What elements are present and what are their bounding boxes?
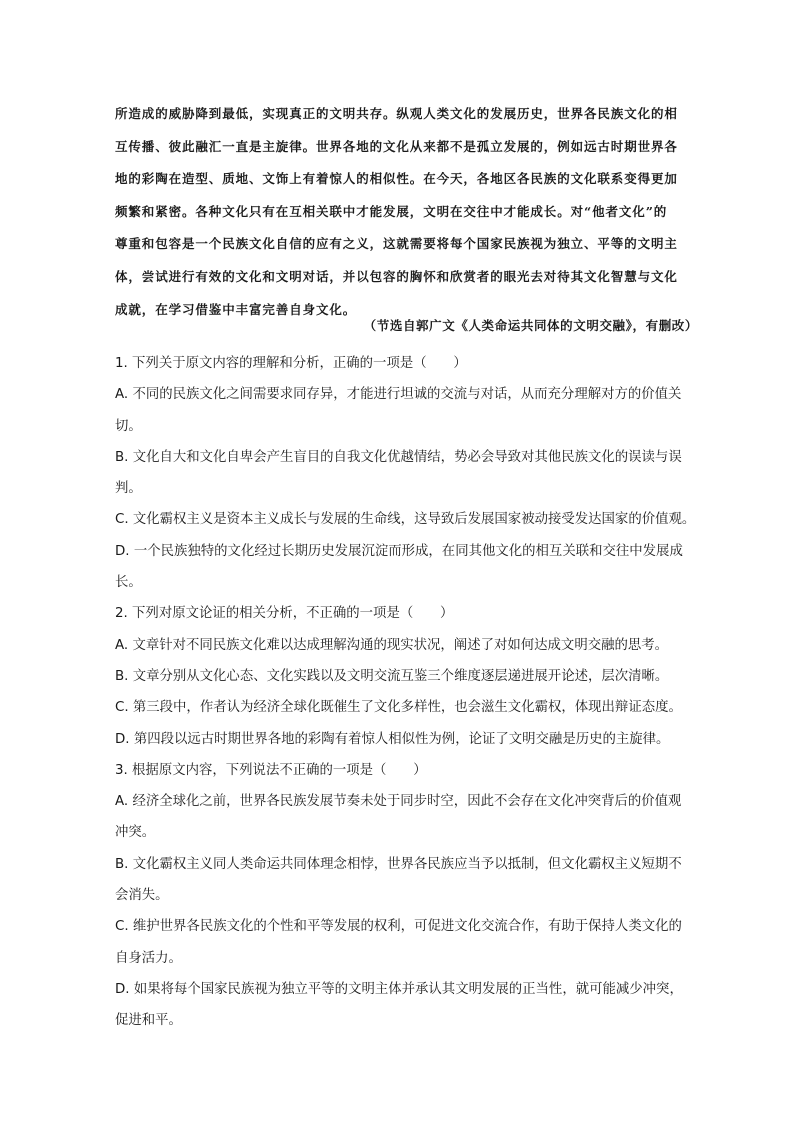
option-line: A. 不同的民族文化之间需要求同存异，才能进行坦诚的交流与对话，从而充分理解对方的价值关: [115, 387, 682, 403]
option-line: C. 文化霸权主义是资本主义成长与发展的生命线，这导致后发展国家被动接受发达国家的价值观。: [115, 512, 696, 528]
passage-line: 所造成的威胁降到最低，实现真正的文明共存。纵观人类文化的发展历史，世界各民族文化的相: [115, 106, 678, 121]
passage-source: （节选自郭广文《人类命运共同体的文明交融》，有删改）: [363, 318, 698, 333]
option-line: D. 第四段以远古时期世界各地的彩陶有着惊人相似性为例，论证了文明交融是历史的主旋律。: [115, 731, 670, 747]
question-stem: 2. 下列对原文论证的相关分析，不正确的一项是（ ）: [115, 606, 454, 622]
question-3: [115, 755, 715, 1037]
option-line: A. 文章针对不同民族文化难以达成理解沟通的现实状况，阐述了对如何达成文明交融的思考。: [115, 637, 669, 653]
passage-text: [115, 98, 701, 326]
question-stem: 1. 下列关于原文内容的理解和分析，正确的一项是（ ）: [115, 356, 467, 371]
passage-line: 频繁和紧密。各种文化只有在互相关联中才能发展，文明在交往中才能成长。对“他者文化”的: [115, 203, 668, 219]
option-line: 切。: [115, 418, 142, 434]
option-line: D. 一个民族独特的文化经过长期历史发展沉淀而形成，在同其他文化的相互关联和交往中发展成: [115, 543, 683, 559]
passage-line: 体，尝试进行有效的文化和文明对话，并以包容的胸怀和欣赏者的眼光去对待其文化智慧与文化: [115, 268, 678, 284]
option-line: B. 文化自大和文化自卑会产生盲目的自我文化优越情结，势必会导致对其他民族文化的误读与误: [115, 449, 682, 465]
question-1: [115, 348, 715, 598]
question-2: [115, 598, 715, 754]
option-line: A. 经济全球化之前，世界各民族发展节奏未处于同步时空，因此不会存在文化冲突背后的价值观: [115, 794, 682, 810]
option-line: C. 第三段中，作者认为经济全球化既催生了文化多样性，也会滋生文化霸权，体现出辩证态度。: [115, 700, 682, 716]
option-line: C. 维护世界各民族文化的个性和平等发展的权利，可促进文化交流合作，有助于保持人类文化的: [115, 919, 682, 935]
option-line: 会消失。: [115, 888, 169, 904]
option-line: 长。: [115, 575, 142, 591]
question-stem: 3. 根据原文内容，下列说法不正确的一项是（ ）: [115, 762, 427, 778]
option-line: B. 文化霸权主义同人类命运共同体理念相悖，世界各民族应当予以抵制，但文化霸权主义短期不: [115, 856, 682, 872]
option-line: 自身活力。: [115, 950, 182, 966]
questions-section: [115, 348, 715, 1037]
option-line: D. 如果将每个国家民族视为独立平等的文明主体并承认其文明发展的正当性，就可能减少冲突，: [115, 981, 683, 997]
passage-line: 互传播、彼此融汇一直是主旋律。世界各地的文化从来都不是孤立发展的，例如远古时期世界各: [115, 138, 678, 154]
passage-line: 尊重和包容是一个民族文化自信的应有之义，这就需要将每个国家民族视为独立、平等的文明主: [115, 236, 678, 252]
option-line: 冲突。: [115, 825, 156, 841]
passage-line: 成就，在学习借鉴中丰富完善自身文化。: [115, 301, 357, 317]
option-line: B. 文章分别从文化心态、文化实践以及文明交流互鉴三个维度逐层递进展开论述，层次清晰。: [115, 668, 669, 684]
option-line: 促进和平。: [115, 1013, 182, 1029]
passage-line: 地的彩陶在造型、质地、文饰上有着惊人的相似性。在今天，各地区各民族的文化联系变得更加: [115, 171, 678, 187]
option-line: 判。: [115, 481, 142, 497]
